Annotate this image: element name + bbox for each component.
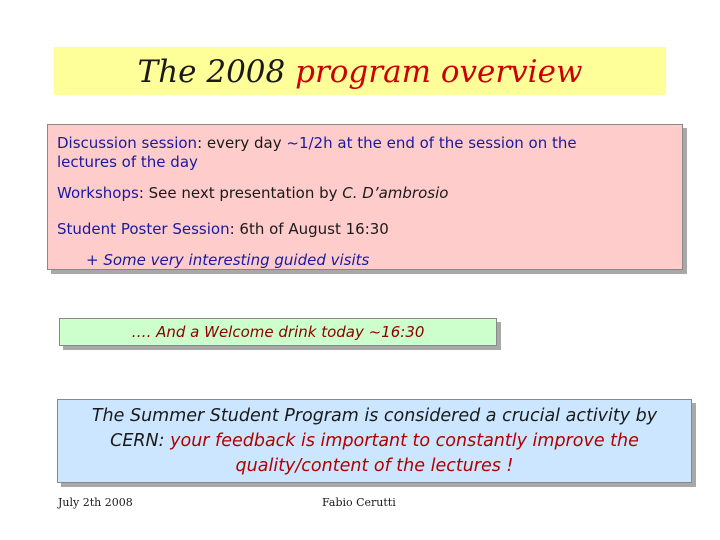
slide-title: [54, 47, 666, 95]
poster-text: : 6th of August 16:30: [229, 220, 389, 238]
discussion-sep: : every day: [197, 134, 287, 152]
feedback-line1: The Summer Student Program is considered a crucial activity by: [91, 406, 658, 426]
discussion-line-cont: [57, 153, 198, 171]
feedback-line2-b: your feedback is important to constantly improve the: [170, 431, 639, 451]
feedback-box: [57, 399, 692, 483]
discussion-duration: ~1/2h at the end of the session on the: [286, 134, 577, 152]
poster-label: Student Poster Session: [57, 220, 230, 238]
title-part2: program overview: [295, 54, 583, 90]
workshops-line: [57, 184, 448, 202]
program-details-box: [47, 124, 683, 270]
footer-author: Fabio Cerutti: [322, 496, 396, 509]
feedback-line2-a: CERN:: [110, 431, 171, 451]
discussion-label: Discussion session: [57, 134, 198, 152]
discussion-line: [57, 134, 577, 152]
welcome-drink-box: …. And a Welcome drink today ~16:30: [59, 318, 497, 346]
title-part1: The 2008: [137, 54, 296, 90]
feedback-line3: quality/content of the lectures !: [235, 456, 514, 476]
workshops-label: Workshops: [57, 184, 139, 202]
discussion-cont: lectures of the day: [57, 153, 198, 171]
footer-date: July 2th 2008: [58, 496, 133, 509]
workshops-text: : See next presentation by: [138, 184, 343, 202]
visits-line: + Some very interesting guided visits: [86, 251, 370, 269]
feedback-line2: [58, 429, 691, 454]
workshops-person: C. D’ambrosio: [342, 184, 449, 202]
poster-line: [57, 220, 389, 238]
